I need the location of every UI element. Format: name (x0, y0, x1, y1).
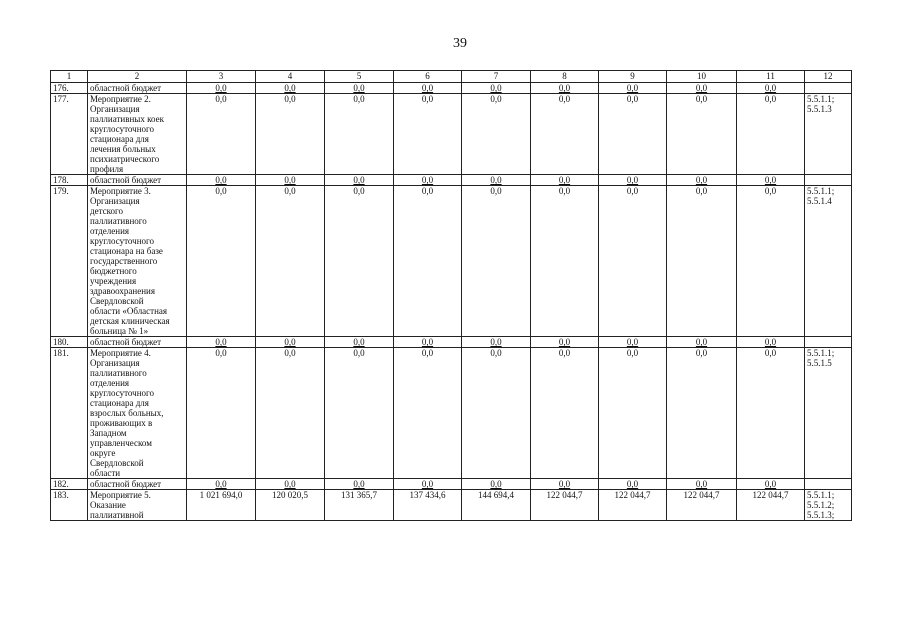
funding-value: 0,0 (462, 186, 531, 337)
funding-value: 0,0 (394, 337, 462, 348)
column-header: 5 (325, 71, 394, 83)
row-number: 177. (51, 94, 88, 175)
funding-value: 0,0 (737, 186, 805, 337)
column-header: 2 (88, 71, 187, 83)
column-header: 3 (187, 71, 256, 83)
funding-value: 0,0 (187, 479, 256, 490)
description-line: Оказание (90, 500, 126, 510)
funding-value: 0,0 (737, 83, 805, 94)
description-line: областной бюджет (90, 175, 162, 185)
target-indicator-refs (805, 186, 852, 337)
description-line: круглосуточного (90, 236, 154, 246)
event-row (51, 94, 852, 175)
funding-value: 0,0 (599, 83, 667, 94)
indicator-ref: 5.5.1.1; (807, 490, 835, 500)
funding-value: 0,0 (667, 348, 737, 479)
description-line: круглосуточного (90, 388, 154, 398)
description-line: учреждения (90, 276, 137, 286)
row-number: 181. (51, 348, 88, 479)
budget-source-row (51, 83, 852, 94)
row-number: 178. (51, 175, 88, 186)
description-line: взрослых больных, (90, 408, 164, 418)
description-line: Организация (90, 104, 140, 114)
target-indicator-refs (805, 175, 852, 186)
funding-value: 0,0 (325, 186, 394, 337)
column-header: 8 (531, 71, 599, 83)
indicator-ref: 5.5.1.3; (807, 510, 835, 520)
target-indicator-refs (805, 83, 852, 94)
funding-value: 0,0 (394, 479, 462, 490)
funding-value: 0,0 (187, 348, 256, 479)
funding-value: 0,0 (599, 175, 667, 186)
event-row (51, 490, 852, 521)
description-line: паллиативных коек (90, 114, 164, 124)
target-indicator-refs (805, 348, 852, 479)
description-line: психиатрического (90, 154, 160, 164)
description-line: отделения (90, 378, 130, 388)
funding-value: 0,0 (737, 479, 805, 490)
budget-source-row (51, 479, 852, 490)
event-description (88, 94, 187, 175)
funding-value: 0,0 (667, 83, 737, 94)
funding-value: 122 044,7 (599, 490, 667, 521)
funding-value: 0,0 (394, 175, 462, 186)
description-line: больница № 1» (90, 326, 149, 336)
description-line: Западном (90, 428, 127, 438)
funding-value: 0,0 (187, 83, 256, 94)
funding-value: 0,0 (531, 94, 599, 175)
indicator-ref: 5.5.1.3 (807, 104, 832, 114)
funding-value: 0,0 (256, 94, 325, 175)
funding-value: 0,0 (394, 348, 462, 479)
description-line: областной бюджет (90, 337, 162, 347)
funding-value: 0,0 (187, 94, 256, 175)
funding-value: 0,0 (737, 348, 805, 479)
funding-value: 0,0 (599, 337, 667, 348)
description-line: Свердловской (90, 296, 144, 306)
description-line: лечения больных (90, 144, 156, 154)
row-number: 180. (51, 337, 88, 348)
funding-value: 0,0 (531, 479, 599, 490)
description-line: детского (90, 206, 123, 216)
funding-value: 0,0 (325, 479, 394, 490)
funding-value: 0,0 (256, 175, 325, 186)
column-header: 9 (599, 71, 667, 83)
description-line: паллиативной (90, 510, 144, 520)
funding-value: 0,0 (256, 186, 325, 337)
indicator-ref: 5.5.1.5 (807, 358, 832, 368)
indicator-ref: 5.5.1.1; (807, 94, 835, 104)
funding-value: 0,0 (462, 337, 531, 348)
funding-value: 0,0 (462, 348, 531, 479)
description-line: Мероприятие 5. (90, 490, 151, 500)
funding-value: 0,0 (737, 337, 805, 348)
row-number: 176. (51, 83, 88, 94)
event-row (51, 186, 852, 337)
funding-value: 0,0 (599, 94, 667, 175)
funding-value: 0,0 (599, 479, 667, 490)
funding-value: 0,0 (667, 94, 737, 175)
description-line: проживающих в (90, 418, 153, 428)
funding-value: 0,0 (667, 337, 737, 348)
indicator-ref: 5.5.1.1; (807, 186, 835, 196)
column-header: 11 (737, 71, 805, 83)
description-line: области (90, 468, 121, 478)
description-line: Мероприятие 3. (90, 186, 151, 196)
funding-value: 0,0 (737, 175, 805, 186)
description-line: круглосуточного (90, 124, 154, 134)
funding-value: 122 044,7 (737, 490, 805, 521)
funding-value: 0,0 (394, 186, 462, 337)
description-line: здравоохранения (90, 286, 156, 296)
target-indicator-refs (805, 94, 852, 175)
event-description (88, 186, 187, 337)
funding-value: 0,0 (531, 348, 599, 479)
column-header-row (51, 71, 852, 83)
budget-source-label (88, 175, 187, 186)
description-line: детская клиническая (90, 316, 170, 326)
description-line: бюджетного (90, 266, 137, 276)
budget-source-label (88, 337, 187, 348)
budget-source-row (51, 175, 852, 186)
budget-source-row (51, 337, 852, 348)
funding-value: 1 021 694,0 (187, 490, 256, 521)
event-description (88, 348, 187, 479)
description-line: Свердловской (90, 458, 144, 468)
description-line: областной бюджет (90, 479, 162, 489)
target-indicator-refs (805, 337, 852, 348)
funding-value: 0,0 (531, 186, 599, 337)
row-number: 182. (51, 479, 88, 490)
description-line: управленческом (90, 438, 152, 448)
funding-value: 122 044,7 (531, 490, 599, 521)
description-line: паллиативного (90, 368, 147, 378)
budget-table (50, 70, 852, 521)
target-indicator-refs (805, 479, 852, 490)
funding-value: 0,0 (462, 94, 531, 175)
funding-value: 0,0 (325, 337, 394, 348)
event-description (88, 490, 187, 521)
description-line: стационара для (90, 398, 149, 408)
funding-value: 0,0 (256, 83, 325, 94)
row-number: 179. (51, 186, 88, 337)
description-line: округе (90, 448, 116, 458)
funding-value: 144 694,4 (462, 490, 531, 521)
funding-value: 0,0 (667, 175, 737, 186)
funding-value: 0,0 (187, 337, 256, 348)
row-number: 183. (51, 490, 88, 521)
funding-value: 0,0 (256, 337, 325, 348)
funding-value: 0,0 (325, 83, 394, 94)
description-line: областной бюджет (90, 83, 162, 93)
description-line: паллиативного (90, 216, 147, 226)
column-header: 1 (51, 71, 88, 83)
description-line: стационара на базе (90, 246, 163, 256)
funding-value: 0,0 (462, 83, 531, 94)
funding-value: 0,0 (599, 348, 667, 479)
funding-value: 0,0 (325, 348, 394, 479)
column-header: 7 (462, 71, 531, 83)
description-line: профиля (90, 164, 124, 174)
column-header: 10 (667, 71, 737, 83)
indicator-ref: 5.5.1.4 (807, 196, 832, 206)
funding-value: 0,0 (531, 83, 599, 94)
description-line: Организация (90, 196, 140, 206)
description-line: стационара для (90, 134, 149, 144)
funding-value: 0,0 (599, 186, 667, 337)
funding-value: 0,0 (394, 94, 462, 175)
funding-value: 0,0 (531, 175, 599, 186)
funding-value: 0,0 (256, 348, 325, 479)
funding-value: 0,0 (325, 94, 394, 175)
description-line: отделения (90, 226, 130, 236)
page-number: 39 (453, 36, 467, 51)
funding-value: 122 044,7 (667, 490, 737, 521)
indicator-ref: 5.5.1.1; (807, 348, 835, 358)
funding-value: 137 434,6 (394, 490, 462, 521)
funding-value: 0,0 (187, 186, 256, 337)
funding-value: 0,0 (531, 337, 599, 348)
target-indicator-refs (805, 490, 852, 521)
column-header: 12 (805, 71, 852, 83)
funding-value: 0,0 (462, 479, 531, 490)
funding-value: 0,0 (667, 186, 737, 337)
event-row (51, 348, 852, 479)
funding-value: 0,0 (325, 175, 394, 186)
funding-value: 0,0 (462, 175, 531, 186)
description-line: государственного (90, 256, 158, 266)
indicator-ref: 5.5.1.2; (807, 500, 835, 510)
column-header: 4 (256, 71, 325, 83)
funding-value: 120 020,5 (256, 490, 325, 521)
funding-value: 0,0 (394, 83, 462, 94)
funding-value: 0,0 (737, 94, 805, 175)
budget-source-label (88, 479, 187, 490)
description-line: Организация (90, 358, 140, 368)
funding-value: 131 365,7 (325, 490, 394, 521)
column-header: 6 (394, 71, 462, 83)
funding-value: 0,0 (667, 479, 737, 490)
description-line: Мероприятие 4. (90, 348, 151, 358)
funding-value: 0,0 (187, 175, 256, 186)
description-line: области «Областная (90, 306, 168, 316)
funding-value: 0,0 (256, 479, 325, 490)
description-line: Мероприятие 2. (90, 94, 151, 104)
budget-source-label (88, 83, 187, 94)
